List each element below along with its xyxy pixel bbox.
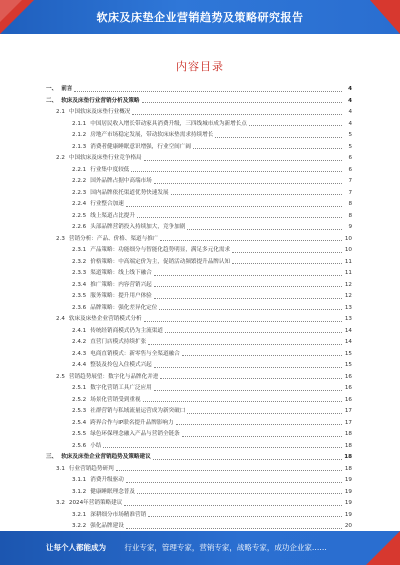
toc-entry[interactable] <box>46 452 352 464</box>
toc-leader-dots <box>126 200 342 207</box>
toc-leader-dots <box>154 384 342 391</box>
toc-entry-number: 2.5.2 <box>72 396 87 403</box>
toc-entry-page: 15 <box>344 362 352 369</box>
toc-entry-title: 渠道策略：线上线下融合 <box>90 270 152 277</box>
toc-entry-title: 价格策略：中高端定价为主，促销活动频繁提升品牌认知 <box>90 258 231 265</box>
toc-entry-page: 9 <box>348 224 352 231</box>
toc-entry-page: 19 <box>344 500 352 507</box>
toc-entry-page: 4 <box>348 97 352 104</box>
toc-entry-page: 11 <box>344 270 352 277</box>
toc-entry-title: 直营门店模式持续扩张 <box>90 339 147 346</box>
toc-entry-number: 2.2.4 <box>72 201 87 208</box>
toc-entry[interactable] <box>46 326 352 338</box>
toc-entry-title: 软床及床垫企业营销趋势及策略建议 <box>61 454 151 461</box>
toc-entry[interactable] <box>46 188 352 200</box>
toc-leader-dots <box>232 257 342 264</box>
toc-entry-title: 健康睡眠理念普及 <box>90 488 135 495</box>
toc-entry[interactable] <box>46 383 352 395</box>
toc-entry-title: 绿色环保理念融入产品与营销全链条 <box>90 431 180 438</box>
toc-entry-title: 中国居民收入增长带动家具消费升级，三四线城市成为新增长点 <box>90 120 247 127</box>
toc-leader-dots <box>154 280 342 287</box>
footer-right-accent <box>366 531 400 565</box>
toc-leader-dots <box>153 453 342 460</box>
toc-entry[interactable] <box>46 464 352 476</box>
toc-entry-title: 中国软床及床垫行业概况 <box>68 109 131 116</box>
toc-entry-page: 18 <box>344 431 352 438</box>
toc-entry-title: 房地产市场稳定发展，带动软床床垫需求持续增长 <box>90 132 214 139</box>
toc-entry-number: 2.5 <box>56 373 65 380</box>
toc-leader-dots <box>126 522 342 529</box>
toc-entry-page: 13 <box>344 304 352 311</box>
toc-entry-page: 13 <box>344 316 352 323</box>
toc-entry-title: 前言 <box>61 86 73 93</box>
toc-leader-dots <box>74 85 342 92</box>
toc-entry-number: 三、 <box>46 454 58 461</box>
toc-entry-number: 3.2 <box>56 500 65 507</box>
toc-leader-dots <box>160 234 342 241</box>
toc-entry[interactable] <box>46 153 352 165</box>
toc-entry[interactable] <box>46 165 352 177</box>
footer-slogan: 让每个人都能成为 <box>46 543 106 552</box>
toc-entry[interactable] <box>46 475 352 487</box>
toc-entry-number: 2.2.5 <box>72 212 87 219</box>
toc-entry-number: 2.1.2 <box>72 132 87 139</box>
toc-entry-title: 行业营销趋势研判 <box>68 465 114 472</box>
toc-entry-page: 4 <box>348 120 352 127</box>
toc-entry-page: 12 <box>344 281 352 288</box>
toc-entry-title: 电商直销模式：新零售与全渠道融合 <box>90 350 180 357</box>
toc-leader-dots <box>154 177 342 184</box>
toc-entry[interactable] <box>46 245 352 257</box>
toc-entry-title: 场景化营销受到重视 <box>90 396 141 403</box>
toc-entry-title: 社群营销与私域流量运营成为新突破口 <box>90 408 186 415</box>
toc-entry-number: 2.2.1 <box>72 166 87 173</box>
toc-leader-dots <box>249 119 342 126</box>
toc-entry-number: 2.4 <box>56 316 65 323</box>
toc-entry-page: 8 <box>348 212 352 219</box>
toc-entry-title: 行业整合加速 <box>90 201 124 208</box>
toc-entry[interactable] <box>46 280 352 292</box>
toc-leader-dots <box>142 96 342 103</box>
toc-entry-page: 14 <box>344 327 352 334</box>
toc-entry-page: 17 <box>344 408 352 415</box>
toc-entry-number: 2.3.6 <box>72 304 87 311</box>
toc-entry-number: 2.3.2 <box>72 258 87 265</box>
toc-entry[interactable] <box>46 372 352 384</box>
toc-entry-number: 二、 <box>46 97 58 104</box>
toc-entry[interactable] <box>46 360 352 372</box>
toc-entry-number: 2.4.3 <box>72 350 87 357</box>
toc-entry-page: 6 <box>348 155 352 162</box>
toc-leader-dots <box>144 154 342 161</box>
toc-entry-title: 线上渠道占比提升 <box>90 212 135 219</box>
toc-leader-dots <box>160 372 342 379</box>
toc-heading: 内容目录 <box>176 60 224 73</box>
toc-entry[interactable] <box>46 314 352 326</box>
toc-entry[interactable] <box>46 199 352 211</box>
toc-leader-dots <box>132 108 342 115</box>
toc-entry[interactable] <box>46 429 352 441</box>
toc-entry-title: 行业集中度较低 <box>90 166 130 173</box>
toc-leader-dots <box>154 292 342 299</box>
toc-entry-title: 品牌策略：强化差异化定位 <box>90 304 158 311</box>
toc-entry-page: 14 <box>344 339 352 346</box>
toc-entry-title: 强化品牌建设 <box>90 523 124 530</box>
toc-entry-number: 2.3.5 <box>72 293 87 300</box>
toc-entry[interactable] <box>46 257 352 269</box>
toc-entry-page: 10 <box>344 235 352 242</box>
toc-entry-number: 2.1.1 <box>72 120 87 127</box>
toc-entry-page: 4 <box>348 109 352 116</box>
toc-entry-page: 18 <box>344 454 352 461</box>
toc-entry-number: 2.3.4 <box>72 281 87 288</box>
toc-entry-title: 推广策略：内容营销兴起 <box>90 281 152 288</box>
toc-leader-dots <box>215 131 342 138</box>
toc-entry-number: 3.1.1 <box>72 477 87 484</box>
report-footer <box>0 531 400 565</box>
toc-leader-dots <box>144 315 342 322</box>
toc-entry-number: 2.2.6 <box>72 224 87 231</box>
toc-leader-dots <box>131 165 342 172</box>
toc-entry-title: 服务策略：提升用户体验 <box>90 293 152 300</box>
toc-entry-number: 2.5.6 <box>72 442 87 449</box>
toc-entry-page: 7 <box>348 189 352 196</box>
toc-leader-dots <box>176 418 342 425</box>
table-of-contents <box>46 84 352 544</box>
toc-entry[interactable] <box>46 291 352 303</box>
toc-leader-dots <box>193 142 342 149</box>
toc-leader-dots <box>148 510 342 517</box>
toc-entry[interactable] <box>46 130 352 142</box>
toc-entry-page: 17 <box>344 419 352 426</box>
toc-entry-page: 4 <box>348 86 352 93</box>
toc-entry-page: 16 <box>344 385 352 392</box>
toc-leader-dots <box>182 349 342 356</box>
toc-entry-number: 一、 <box>46 86 58 93</box>
toc-entry-title: 软床及床垫企业营销模式分析 <box>68 316 142 323</box>
report-header <box>0 0 400 34</box>
toc-entry-title: 2024年营销策略建议 <box>68 500 123 507</box>
toc-entry-number: 3.2.2 <box>72 523 87 530</box>
toc-entry-title: 跨界合作与IP联名提升品牌影响力 <box>90 419 174 426</box>
toc-leader-dots <box>182 430 342 437</box>
toc-entry-number: 2.3 <box>56 235 65 242</box>
toc-entry-number: 2.2 <box>56 155 65 162</box>
toc-entry-page: 8 <box>348 201 352 208</box>
toc-entry[interactable] <box>46 487 352 499</box>
toc-entry-page: 16 <box>344 373 352 380</box>
toc-entry-title: 整装及拎包入住模式兴起 <box>90 362 152 369</box>
toc-entry[interactable] <box>46 142 352 154</box>
toc-entry-number: 3.2.1 <box>72 511 87 518</box>
toc-entry-number: 3.1 <box>56 465 65 472</box>
toc-entry-page: 16 <box>344 396 352 403</box>
toc-entry-number: 2.3.3 <box>72 270 87 277</box>
toc-entry[interactable] <box>46 119 352 131</box>
toc-entry-page: 12 <box>344 293 352 300</box>
toc-entry-page: 5 <box>348 132 352 139</box>
toc-leader-dots <box>154 269 342 276</box>
toc-entry-title: 消费者健康睡眠意识增强，行业空间广阔 <box>90 143 191 150</box>
toc-entry-number: 2.4.4 <box>72 362 87 369</box>
toc-entry[interactable] <box>46 107 352 119</box>
toc-entry-number: 2.2.2 <box>72 178 87 185</box>
toc-entry[interactable] <box>46 498 352 510</box>
toc-leader-dots <box>103 441 342 448</box>
toc-entry-number: 2.4.2 <box>72 339 87 346</box>
toc-entry-title: 消费升级驱动 <box>90 477 124 484</box>
toc-entry-number: 2.5.5 <box>72 431 87 438</box>
toc-entry-page: 5 <box>348 143 352 150</box>
toc-entry-number: 2.2.3 <box>72 189 87 196</box>
toc-entry[interactable] <box>46 211 352 223</box>
toc-leader-dots <box>187 223 342 230</box>
toc-entry-title: 传统经销商模式仍为主流渠道 <box>90 327 163 334</box>
toc-entry[interactable] <box>46 222 352 234</box>
toc-entry[interactable] <box>46 176 352 188</box>
toc-entry-title: 中国软床及床垫行业竞争格局 <box>68 155 142 162</box>
toc-entry-number: 2.1.3 <box>72 143 87 150</box>
toc-entry[interactable] <box>46 510 352 522</box>
toc-entry-number: 2.4.1 <box>72 327 87 334</box>
toc-entry-title: 软床及床垫行业营销分析及策略 <box>61 97 140 104</box>
toc-entry-title: 国外品牌占据中高端市场 <box>90 178 152 185</box>
toc-entry-title: 深耕细分市场精准营销 <box>90 511 147 518</box>
toc-leader-dots <box>159 303 342 310</box>
toc-leader-dots <box>154 361 342 368</box>
toc-entry[interactable] <box>46 268 352 280</box>
toc-entry-number: 2.5.4 <box>72 419 87 426</box>
toc-leader-dots <box>232 246 342 253</box>
toc-leader-dots <box>143 395 342 402</box>
toc-entry[interactable] <box>46 418 352 430</box>
toc-entry-page: 10 <box>344 247 352 254</box>
toc-entry-number: 2.5.3 <box>72 408 87 415</box>
toc-entry-title: 数字化营销工具广泛应用 <box>90 385 152 392</box>
toc-entry-page: 6 <box>348 166 352 173</box>
report-title: 软床及床垫企业营销趋势及策略研究报告 <box>96 11 304 24</box>
toc-entry[interactable] <box>46 406 352 418</box>
toc-entry-page: 7 <box>348 178 352 185</box>
toc-leader-dots <box>171 188 342 195</box>
toc-entry-page: 20 <box>344 523 352 530</box>
toc-entry-title: 国内品牌依托渠道优势快速发展 <box>90 189 169 196</box>
toc-entry-number: 2.3.1 <box>72 247 87 254</box>
toc-entry-page: 18 <box>344 442 352 449</box>
toc-leader-dots <box>137 211 342 218</box>
footer-roles: 行业专家，管理专家，营销专家，战略专家，成功企业家…… <box>124 543 327 552</box>
toc-entry-page: 15 <box>344 350 352 357</box>
toc-entry[interactable] <box>46 395 352 407</box>
toc-leader-dots <box>116 464 342 471</box>
toc-entry-number: 2.5.1 <box>72 385 87 392</box>
toc-leader-dots <box>187 407 342 414</box>
toc-entry-title: 小结 <box>90 442 102 449</box>
toc-entry-number: 3.1.2 <box>72 488 87 495</box>
toc-entry[interactable] <box>46 96 352 108</box>
toc-entry-title: 营销分析：产品、价格、渠道与推广 <box>68 235 159 242</box>
toc-entry-page: 19 <box>344 488 352 495</box>
toc-entry-title: 头部品牌营销投入持续加大，竞争加剧 <box>90 224 186 231</box>
toc-entry-page: 19 <box>344 477 352 484</box>
toc-entry[interactable] <box>46 349 352 361</box>
toc-entry[interactable] <box>46 234 352 246</box>
toc-entry-number: 2.1 <box>56 109 65 116</box>
toc-entry[interactable] <box>46 337 352 349</box>
toc-entry-page: 18 <box>344 465 352 472</box>
toc-entry-page: 11 <box>344 258 352 265</box>
toc-leader-dots <box>126 476 342 483</box>
toc-entry[interactable] <box>46 441 352 453</box>
toc-leader-dots <box>137 487 342 494</box>
toc-entry-title: 营销趋势展望：数字化与品牌化并进 <box>68 373 159 380</box>
toc-entry[interactable] <box>46 303 352 315</box>
toc-leader-dots <box>165 326 342 333</box>
toc-entry-title: 产品策略：功能细分与智能化趋势明显，满足多元化需求 <box>90 247 231 254</box>
toc-entry[interactable] <box>46 84 352 96</box>
toc-leader-dots <box>124 499 342 506</box>
footer-text <box>46 542 327 553</box>
toc-leader-dots <box>148 338 342 345</box>
toc-entry-page: 19 <box>344 511 352 518</box>
